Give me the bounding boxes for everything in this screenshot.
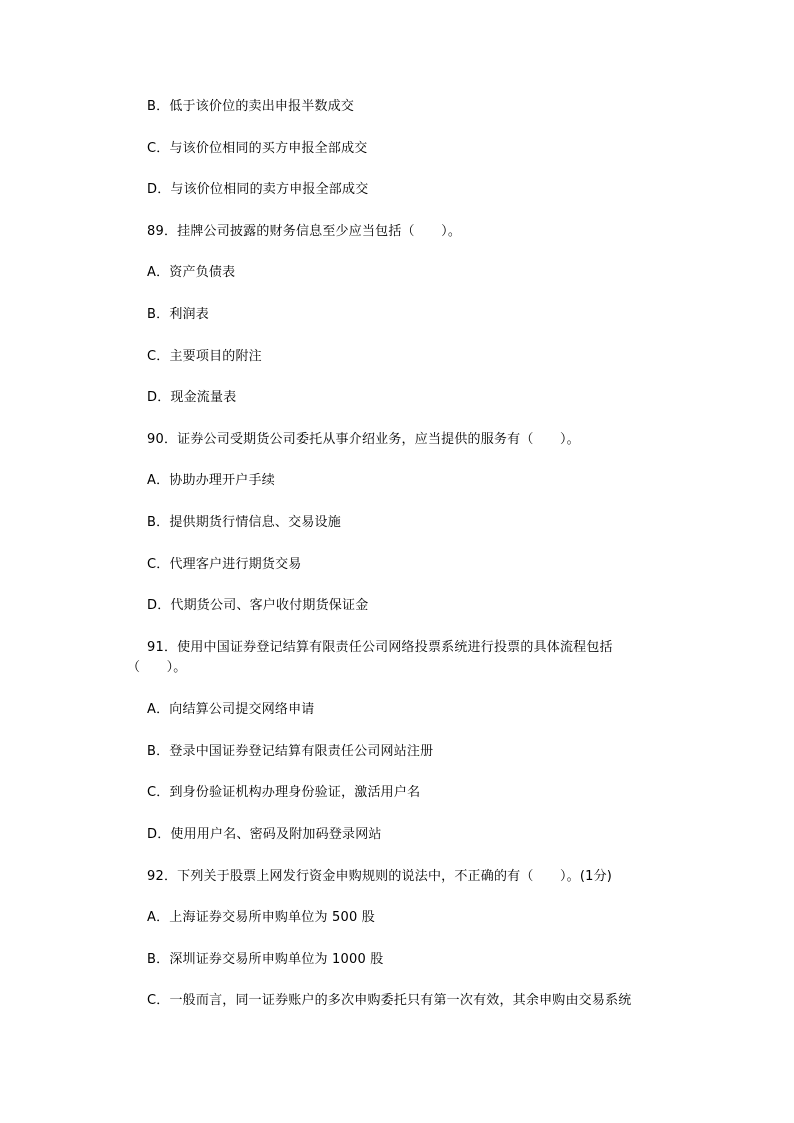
option-a-92: A．上海证券交易所申购单位为 500 股 [147, 910, 375, 925]
option-c-91: C．到身份验证机构办理身份验证，激活用户名 [147, 785, 421, 800]
option-b-89: B．利润表 [147, 307, 209, 322]
option-c-89: C．主要项目的附注 [147, 349, 262, 364]
option-a-91: A．向结算公司提交网络申请 [147, 702, 315, 717]
option-c-90: C．代理客户进行期货交易 [147, 557, 302, 572]
option-d-88: D．与该价位相同的卖方申报全部成交 [147, 182, 369, 197]
option-c-88: C．与该价位相同的买方申报全部成交 [147, 141, 368, 156]
question-90: 90．证券公司受期货公司委托从事介绍业务，应当提供的服务有（ ）。 [147, 432, 580, 447]
option-a-89: A．资产负债表 [147, 265, 236, 280]
option-d-91: D．使用用户名、密码及附加码登录网站 [147, 827, 382, 842]
question-92: 92．下列关于股票上网发行资金申购规则的说法中，不正确的有（ ）。(1分) [147, 869, 613, 884]
option-d-90: D．代期货公司、客户收付期货保证金 [147, 598, 369, 613]
question-91-continued: （ ）。 [127, 660, 187, 675]
option-b-91: B．登录中国证券登记结算有限责任公司网站注册 [147, 744, 434, 759]
question-89: 89．挂牌公司披露的财务信息至少应当包括（ ）。 [147, 224, 462, 239]
option-b-92: B．深圳证券交易所申购单位为 1000 股 [147, 952, 384, 967]
question-91: 91．使用中国证券登记结算有限责任公司网络投票系统进行投票的具体流程包括 [147, 640, 613, 655]
option-b-90: B．提供期货行情信息、交易设施 [147, 515, 341, 530]
option-c-92: C．一般而言，同一证券账户的多次申购委托只有第一次有效，其余申购由交易系统 [147, 993, 632, 1008]
option-b-88: B．低于该价位的卖出申报半数成交 [147, 99, 355, 114]
option-d-89: D．现金流量表 [147, 390, 237, 405]
option-a-90: A．协助办理开户手续 [147, 473, 275, 488]
